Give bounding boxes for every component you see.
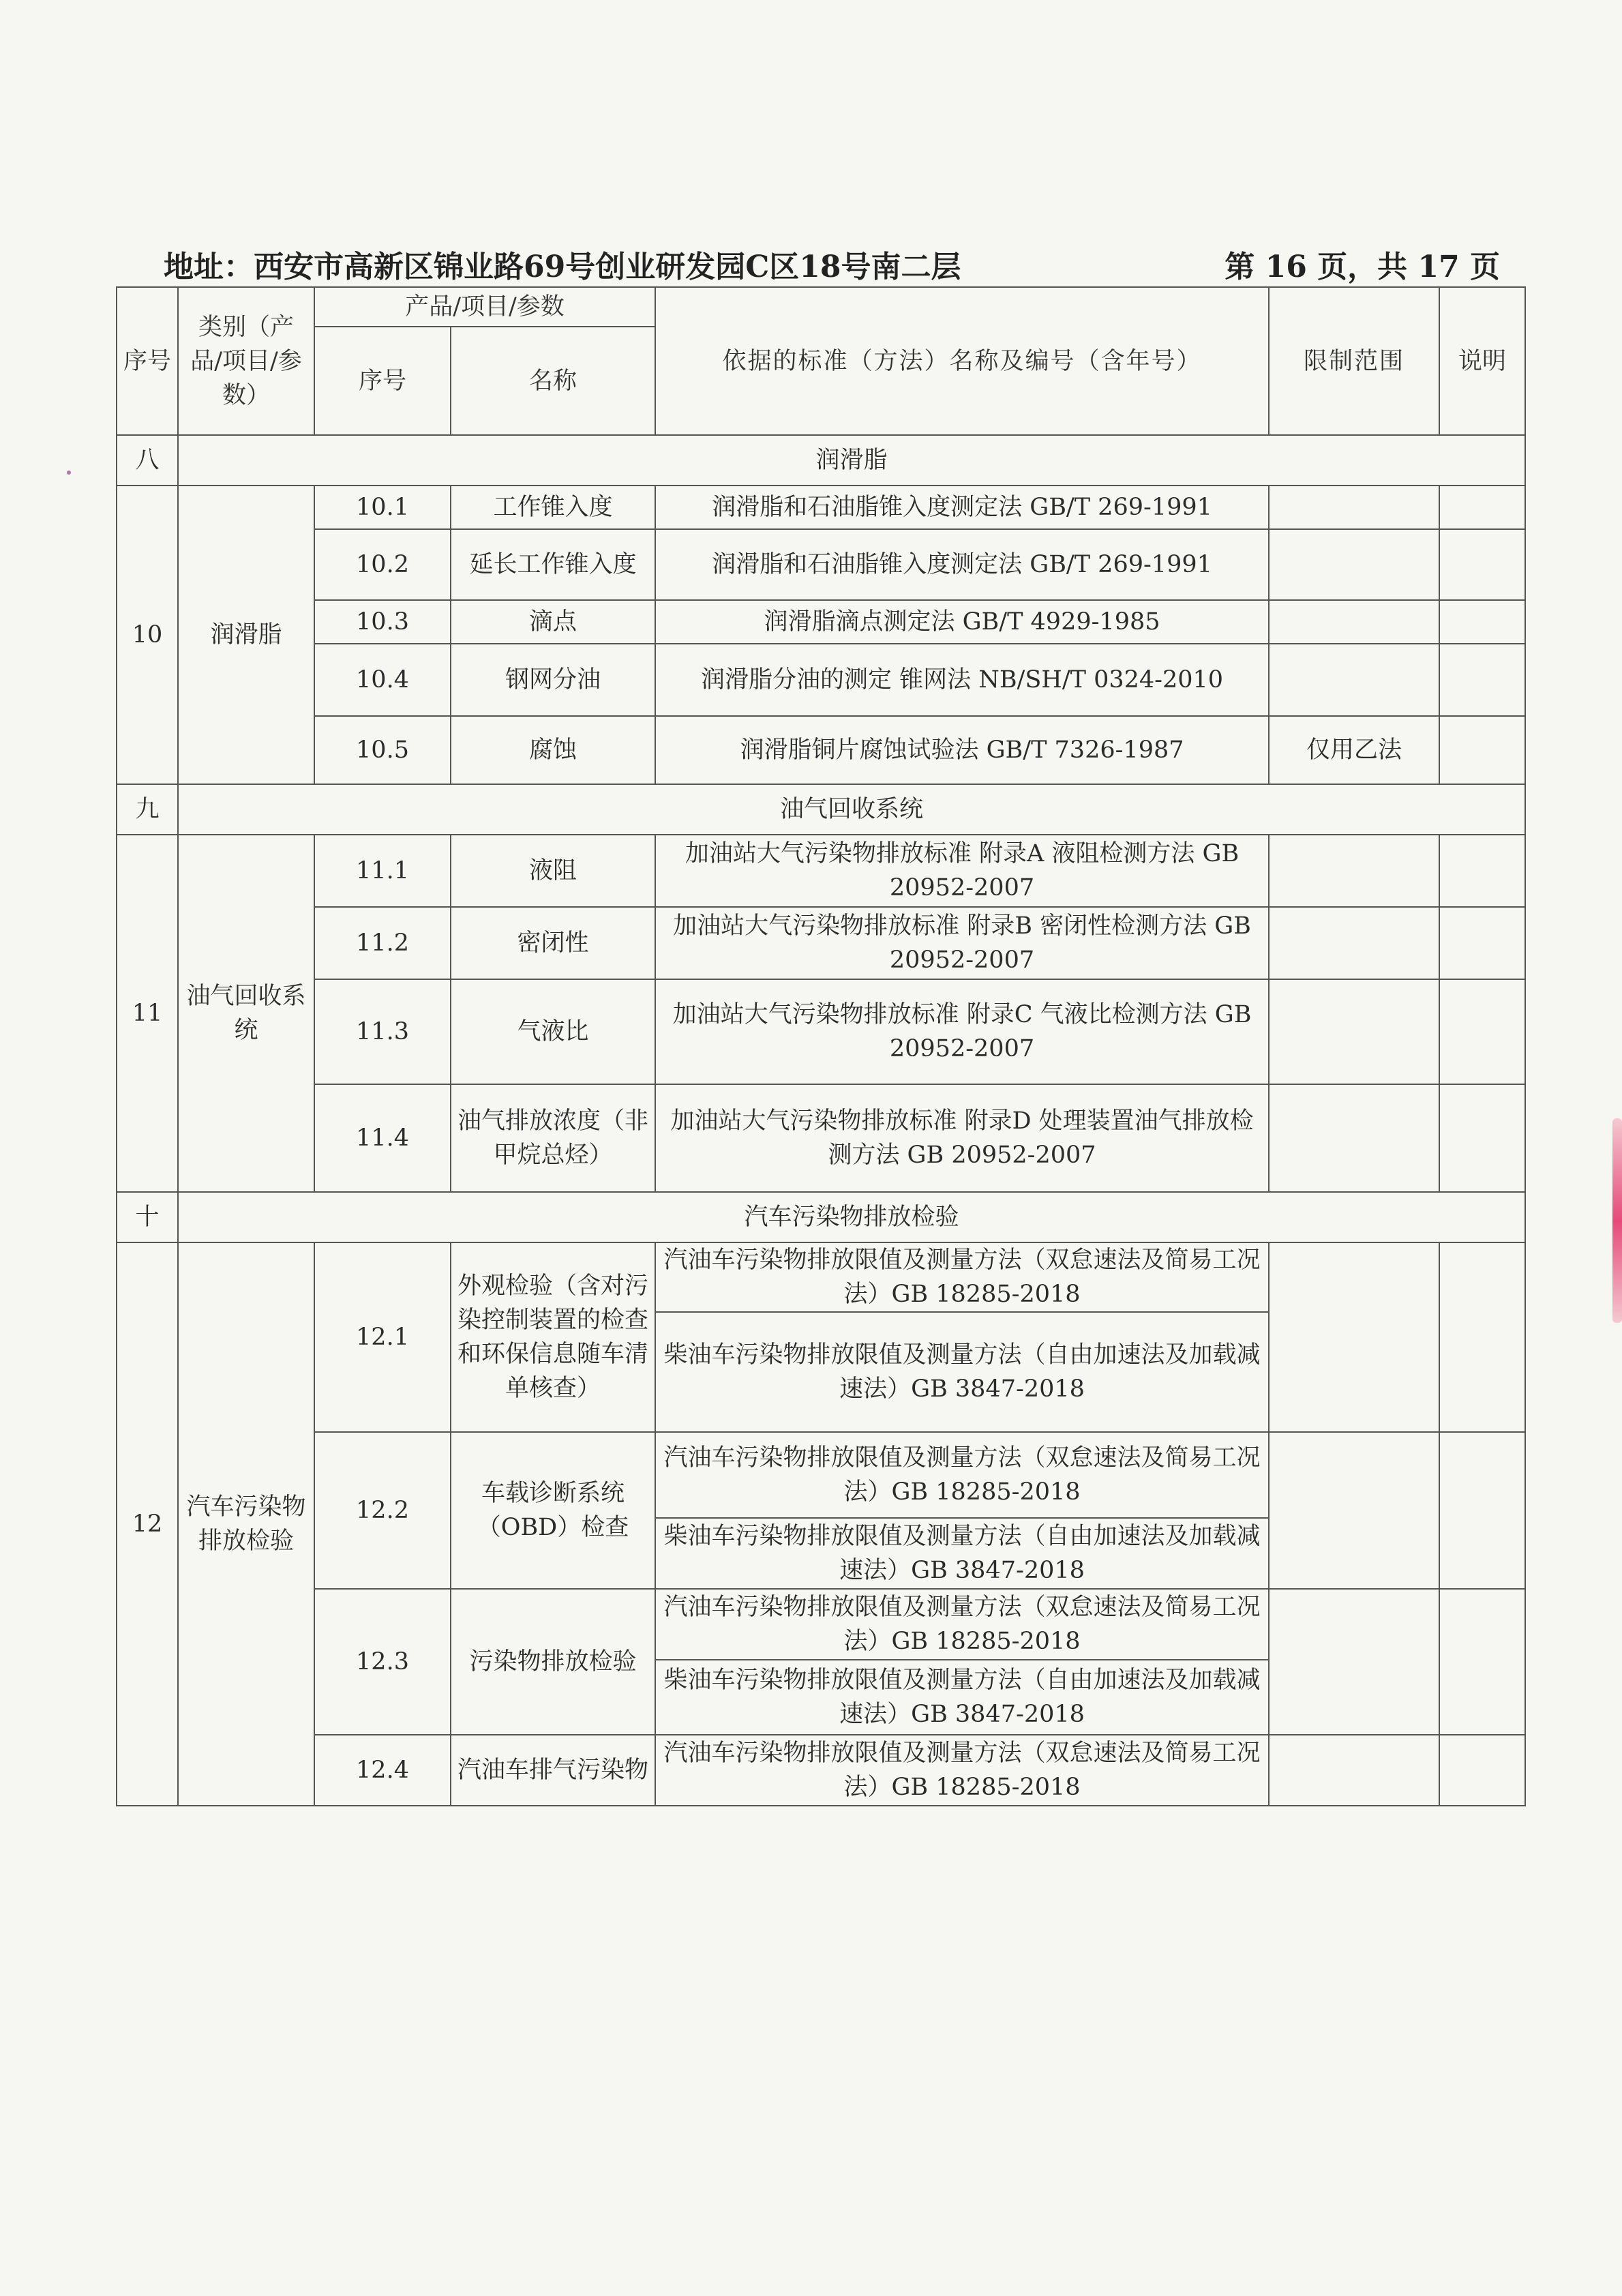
item-name: 汽油车排气污染物 bbox=[451, 1735, 655, 1806]
table-row bbox=[117, 1589, 1525, 1660]
table-row bbox=[117, 1242, 1525, 1312]
item-limit bbox=[1269, 907, 1439, 979]
item-standard: 汽油车污染物排放限值及测量方法（双怠速法及简易工况法）GB 18285-2018 bbox=[655, 1589, 1269, 1660]
header-row bbox=[117, 287, 1525, 327]
table-row bbox=[117, 529, 1525, 600]
item-name: 液阻 bbox=[451, 835, 655, 907]
item-note bbox=[1439, 529, 1525, 600]
item-standard: 加油站大气污染物排放标准 附录C 气液比检测方法 GB 20952-2007 bbox=[655, 979, 1269, 1084]
item-name: 工作锥入度 bbox=[451, 486, 655, 529]
item-note bbox=[1439, 486, 1525, 529]
item-limit bbox=[1269, 979, 1439, 1084]
lab-address: 地址：西安市高新区锦业路69号创业研发园C区18号南二层 bbox=[164, 250, 961, 284]
item-limit bbox=[1269, 1589, 1439, 1735]
item-limit bbox=[1269, 1432, 1439, 1589]
col-standard-header: 依据的标准（方法）名称及编号（含年号） bbox=[655, 287, 1269, 435]
item-standard: 润滑脂分油的测定 锥网法 NB/SH/T 0324-2010 bbox=[655, 644, 1269, 716]
item-seq: 11.3 bbox=[314, 979, 451, 1084]
item-seq: 11.1 bbox=[314, 835, 451, 907]
section-number: 十 bbox=[117, 1192, 178, 1242]
item-limit bbox=[1269, 600, 1439, 644]
col-category-header: 类别（产品/项目/参数） bbox=[178, 287, 314, 435]
item-note bbox=[1439, 907, 1525, 979]
section-number: 九 bbox=[117, 784, 178, 835]
item-note bbox=[1439, 979, 1525, 1084]
item-standard: 润滑脂铜片腐蚀试验法 GB/T 7326-1987 bbox=[655, 716, 1269, 784]
item-name: 油气排放浓度（非甲烷总烃） bbox=[451, 1084, 655, 1192]
item-seq: 11.4 bbox=[314, 1084, 451, 1192]
item-seq: 10.1 bbox=[314, 486, 451, 529]
item-seq: 11.2 bbox=[314, 907, 451, 979]
item-standard: 加油站大气污染物排放标准 附录A 液阻检测方法 GB 20952-2007 bbox=[655, 835, 1269, 907]
item-seq: 10.2 bbox=[314, 529, 451, 600]
item-standard: 润滑脂和石油脂锥入度测定法 GB/T 269-1991 bbox=[655, 529, 1269, 600]
table-row bbox=[117, 835, 1525, 907]
section-row bbox=[117, 784, 1525, 835]
group-number: 10 bbox=[117, 486, 178, 784]
item-limit: 仅用乙法 bbox=[1269, 716, 1439, 784]
section-row bbox=[117, 1192, 1525, 1242]
page-header bbox=[164, 242, 1500, 283]
edge-stamp-mark bbox=[1612, 1118, 1622, 1323]
table-row bbox=[117, 486, 1525, 529]
item-note bbox=[1439, 1589, 1525, 1735]
item-note bbox=[1439, 1084, 1525, 1192]
table-row bbox=[117, 907, 1525, 979]
item-name: 气液比 bbox=[451, 979, 655, 1084]
item-standard: 柴油车污染物排放限值及测量方法（自由加速法及加载减速法）GB 3847-2018 bbox=[655, 1660, 1269, 1735]
item-limit bbox=[1269, 644, 1439, 716]
item-standard: 汽油车污染物排放限值及测量方法（双怠速法及简易工况法）GB 18285-2018 bbox=[655, 1242, 1269, 1312]
item-standard: 汽油车污染物排放限值及测量方法（双怠速法及简易工况法）GB 18285-2018 bbox=[655, 1432, 1269, 1518]
item-seq: 12.3 bbox=[314, 1589, 451, 1735]
table-row bbox=[117, 600, 1525, 644]
group-number: 12 bbox=[117, 1242, 178, 1806]
item-name: 延长工作锥入度 bbox=[451, 529, 655, 600]
page-number: 第 16 页，共 17 页 bbox=[1225, 250, 1500, 284]
scan-speck bbox=[67, 471, 71, 475]
item-standard: 柴油车污染物排放限值及测量方法（自由加速法及加载减速法）GB 3847-2018 bbox=[655, 1312, 1269, 1432]
item-limit bbox=[1269, 1084, 1439, 1192]
col-seq-header: 序号 bbox=[117, 287, 178, 435]
section-title: 润滑脂 bbox=[178, 435, 1525, 486]
item-note bbox=[1439, 835, 1525, 907]
section-number: 八 bbox=[117, 435, 178, 486]
group-category: 油气回收系统 bbox=[178, 835, 314, 1192]
item-seq: 10.4 bbox=[314, 644, 451, 716]
item-name: 污染物排放检验 bbox=[451, 1589, 655, 1735]
item-name: 外观检验（含对污染控制装置的检查和环保信息随车清单核查） bbox=[451, 1242, 655, 1432]
table-row bbox=[117, 1432, 1525, 1518]
col-limit-header: 限制范围 bbox=[1269, 287, 1439, 435]
item-limit bbox=[1269, 1735, 1439, 1806]
group-category: 润滑脂 bbox=[178, 486, 314, 784]
item-name: 腐蚀 bbox=[451, 716, 655, 784]
item-note bbox=[1439, 644, 1525, 716]
item-standard: 加油站大气污染物排放标准 附录D 处理装置油气排放检测方法 GB 20952-2007 bbox=[655, 1084, 1269, 1192]
item-name: 车载诊断系统（OBD）检查 bbox=[451, 1432, 655, 1589]
item-seq: 12.4 bbox=[314, 1735, 451, 1806]
item-seq: 12.1 bbox=[314, 1242, 451, 1432]
item-limit bbox=[1269, 529, 1439, 600]
item-limit bbox=[1269, 1242, 1439, 1432]
item-standard: 汽油车污染物排放限值及测量方法（双怠速法及简易工况法）GB 18285-2018 bbox=[655, 1735, 1269, 1806]
item-seq: 10.5 bbox=[314, 716, 451, 784]
item-note bbox=[1439, 1242, 1525, 1432]
table-row bbox=[117, 644, 1525, 716]
section-title: 油气回收系统 bbox=[178, 784, 1525, 835]
group-category: 汽车污染物排放检验 bbox=[178, 1242, 314, 1806]
item-note bbox=[1439, 1735, 1525, 1806]
item-seq: 12.2 bbox=[314, 1432, 451, 1589]
item-standard: 加油站大气污染物排放标准 附录B 密闭性检测方法 GB 20952-2007 bbox=[655, 907, 1269, 979]
item-note bbox=[1439, 1432, 1525, 1589]
item-standard: 柴油车污染物排放限值及测量方法（自由加速法及加载减速法）GB 3847-2018 bbox=[655, 1518, 1269, 1589]
section-row bbox=[117, 435, 1525, 486]
col-subseq-header: 序号 bbox=[314, 327, 451, 435]
group-number: 11 bbox=[117, 835, 178, 1192]
col-product-header: 产品/项目/参数 bbox=[314, 287, 655, 327]
section-title: 汽车污染物排放检验 bbox=[178, 1192, 1525, 1242]
item-note bbox=[1439, 600, 1525, 644]
item-name: 钢网分油 bbox=[451, 644, 655, 716]
scope-table bbox=[116, 286, 1526, 1806]
table-row bbox=[117, 979, 1525, 1084]
item-name: 滴点 bbox=[451, 600, 655, 644]
item-standard: 润滑脂滴点测定法 GB/T 4929-1985 bbox=[655, 600, 1269, 644]
table-row bbox=[117, 1735, 1525, 1806]
table-row bbox=[117, 716, 1525, 784]
item-name: 密闭性 bbox=[451, 907, 655, 979]
table-row bbox=[117, 1084, 1525, 1192]
col-note-header: 说明 bbox=[1439, 287, 1525, 435]
item-seq: 10.3 bbox=[314, 600, 451, 644]
col-name-header: 名称 bbox=[451, 327, 655, 435]
item-standard: 润滑脂和石油脂锥入度测定法 GB/T 269-1991 bbox=[655, 486, 1269, 529]
item-limit bbox=[1269, 835, 1439, 907]
item-note bbox=[1439, 716, 1525, 784]
item-limit bbox=[1269, 486, 1439, 529]
